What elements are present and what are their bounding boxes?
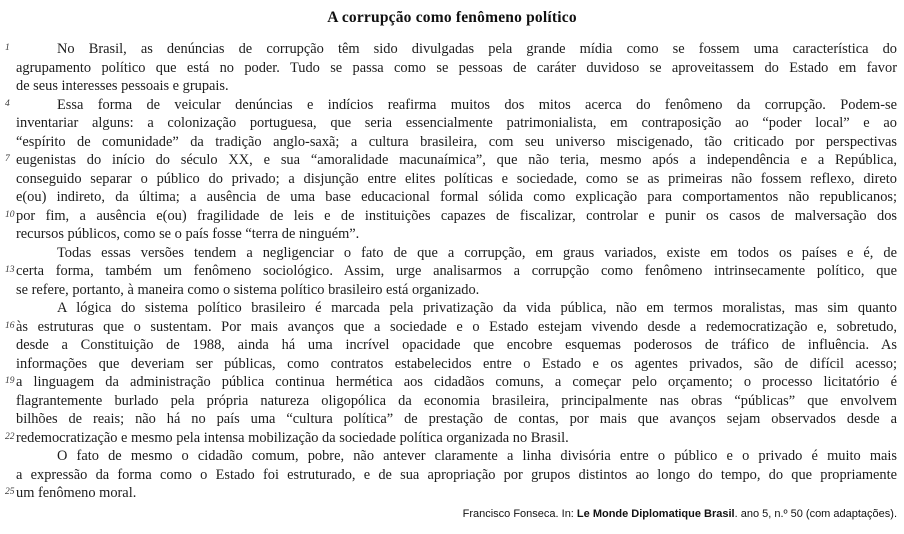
- text-line: [16, 170, 897, 189]
- attribution-source: Le Monde Diplomatique Brasil: [576, 507, 735, 520]
- text-line: [16, 244, 897, 263]
- text-line: [5, 40, 897, 59]
- line-text: flagrantemente burlado pela própria natureza oligopólica da economia brasileira, principalmente nas obras “públicas” que envolvem: [16, 392, 897, 409]
- line-text: e(ou) indireto, da última; a ausência de uma base educacional formal sólida como explicação para comportamentos não republicanos;: [16, 189, 897, 205]
- text-line: [16, 466, 897, 485]
- text-line: [5, 373, 897, 392]
- line-number: 13: [5, 265, 15, 275]
- text-line: [16, 447, 897, 466]
- attribution-author: Francisco Fonseca. In:: [462, 507, 577, 520]
- text-line: [16, 281, 897, 300]
- line-number: 16: [5, 320, 15, 331]
- line-text: eugenistas do início do século XX, e sua “amoralidade macunaímica”, que não teria, mesmo após a independência e a República,: [16, 152, 897, 168]
- line-number: 10: [5, 209, 15, 220]
- text-line: [16, 336, 897, 355]
- attribution-edition: . ano 5, n.º 50 (com adaptações).: [734, 507, 897, 520]
- line-number: 22: [5, 431, 15, 442]
- text-line: [16, 59, 897, 78]
- line-number: 7: [5, 154, 10, 164]
- text-line: [16, 410, 897, 429]
- text-line: [5, 96, 897, 115]
- line-number: 1: [5, 43, 10, 53]
- text-line: [16, 188, 897, 207]
- line-text: às estruturas que o sustentam. Por mais avanços que a sociedade e o Estado estejam vivendo desde a redemocratização e, sobretudo,: [16, 318, 897, 335]
- text-line: [16, 114, 897, 133]
- text-line: [16, 133, 897, 152]
- line-number: 19: [5, 376, 15, 386]
- text-line: [16, 392, 897, 411]
- line-text: desde a Constituição de 1988, ainda há uma incrível opacidade que encobre esquemas poderosos de tráfico de influência. As: [16, 337, 897, 353]
- text-line: [5, 484, 897, 503]
- line-text: informações que deveriam ser públicas, como contratos estabelecidos entre o Estado e os agentes privados, são de difícil acesso;: [16, 355, 897, 372]
- line-text: redemocratização e mesmo pela intensa mobilização da sociedade política organizada no Brasil.: [16, 429, 569, 446]
- line-text: A lógica do sistema político brasileiro é marcada pela privatização da vida pública, não em termos moralistas, mas sim quanto: [57, 300, 897, 316]
- line-number: 25: [5, 487, 15, 497]
- text-block: [5, 40, 897, 503]
- text-line: [5, 429, 897, 448]
- text-line: [16, 225, 897, 244]
- line-text: agrupamento político que está no poder. Tudo se passa como se pessoas de caráter duvidoso se aproveitassem do Estado em favor: [16, 59, 897, 76]
- text-line: [16, 355, 897, 374]
- attribution: [0, 508, 897, 520]
- line-text: de seus interesses pessoais e grupais.: [16, 78, 229, 94]
- line-text: O fato de mesmo o cidadão comum, pobre, não antever claramente a linha divisória entre o público e o privado é muito mais: [57, 448, 897, 464]
- line-text: conseguido separar o público do privado; a disjunção entre elites políticas e sociedade, como se as primeiras não fossem reflexo, direto: [16, 170, 897, 187]
- text-line: [5, 318, 897, 337]
- text-line: [5, 262, 897, 281]
- line-number: 4: [5, 98, 10, 109]
- line-text: a expressão da forma como o Estado foi estruturado, e de sua apropriação por grupos distintos ao longo do tempo, do que propriamente: [16, 466, 897, 483]
- line-text: a linguagem da administração pública continua hermética aos cidadãos comuns, a começar pelo orçamento; o processo licitatório é: [16, 374, 897, 390]
- line-text: recursos públicos, como se o país fosse “terra de ninguém”.: [16, 226, 360, 242]
- line-text: um fenômeno moral.: [16, 485, 137, 501]
- text-line: [5, 207, 897, 226]
- line-text: certa forma, também um fenômeno sociológico. Assim, urge analisarmos a corrupção como fenômeno intrinsecamente político, que: [16, 263, 897, 279]
- text-line: [16, 299, 897, 318]
- line-text: Todas essas versões tendem a negligenciar o fato de que a corrupção, em graus variados, existe em todos os países e é, de: [57, 244, 897, 261]
- text-line: [5, 151, 897, 170]
- text-line: [16, 77, 897, 96]
- line-text: Essa forma de veicular denúncias e indícios reafirma muitos dos mitos acerca do fenômeno da corrupção. Podem-se: [57, 96, 897, 113]
- line-text: por fim, a ausência e(ou) fragilidade de leis e de instituições capazes de fiscalizar, controlar e punir os casos de malversação dos: [16, 207, 897, 224]
- document-title: A corrupção como fenômeno político: [327, 9, 577, 26]
- line-text: “espírito de comunidade” da tradição anglo-saxã; a cultura brasileira, com seu universo miscigenado, tão criticado por perspectivas: [16, 133, 897, 150]
- line-text: bilhões de reais; não há no país uma “cultura política” de prestação de contas, por mais que avanços sejam observados desde a: [16, 411, 897, 427]
- line-text: No Brasil, as denúncias de corrupção têm sido divulgadas pela grande mídia como se fossem uma característica do: [57, 41, 897, 57]
- line-text: se refere, portanto, à maneira como o sistema político brasileiro está organizado.: [16, 281, 480, 298]
- line-text: inventariar alguns: a colonização portuguesa, que seria essencialmente patrimonialista, em contraposição ao “poder local” e ao: [16, 115, 897, 131]
